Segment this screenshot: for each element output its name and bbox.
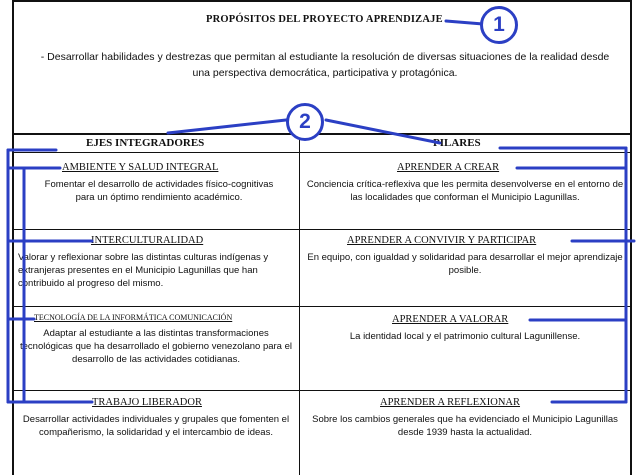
pilares-header: PILARES (433, 137, 481, 149)
eje-text-trabajo: Desarrollar actividades individuales y grupales que fomenten el compañerismo, la solidaridad y el intercambio de ideas. (22, 414, 290, 438)
pilar-title-valorar: APRENDER A VALORAR (392, 314, 509, 325)
eje-title-trabajo: TRABAJO LIBERADOR (92, 397, 202, 408)
eje-text-ambiente: Fomentar el desarrollo de actividades físico-cognitivas para un óptimo rendimiento académico. (44, 179, 274, 203)
eje-title-ambiente: AMBIENTE Y SALUD INTEGRAL (62, 162, 219, 173)
pilar-text-valorar: La identidad local y el patrimonio cultural Lagunillense. (349, 331, 581, 342)
pilar-text-crear: Conciencia crítica-reflexiva que les permita desenvolverse en el entorno de las localidades que conforman el Municipio Lagunillas. (306, 179, 624, 203)
eje-title-interculturalidad: INTERCULTURALIDAD (91, 235, 204, 246)
marker-2-pointer-right (326, 120, 440, 143)
marker-1-circle: 1 (480, 6, 518, 44)
marker-2-pointer-left (168, 120, 286, 133)
eje-title-tecnologia: TECNOLOGÍA DE LA INFORMÁTICA COMUNICACIÓN (34, 313, 233, 322)
pilar-title-crear: APRENDER A CREAR (397, 162, 500, 173)
purpose-title: PROPÓSITOS DEL PROYECTO APRENDIZAJE (206, 14, 443, 25)
pilar-text-convivir: En equipo, con igualdad y solidaridad para desarrollar el mejor aprendizaje posible. (307, 252, 623, 276)
purpose-text: - Desarrollar habilidades y destrezas que permitan al estudiante la resolución de diversas situaciones de la realidad desde una perspectiva democrática, participativa y protagónica. (40, 51, 610, 79)
ejes-header: EJES INTEGRADORES (86, 137, 205, 149)
eje-text-interculturalidad: Valorar y reflexionar sobre las distintas culturas indígenas y extranjeras presentes en el Municipio Lagunillas que han contribuido al progreso del mismo. (18, 252, 269, 289)
marker-1-pointer (446, 21, 483, 24)
pilar-title-reflexionar: APRENDER A REFLEXIONAR (380, 397, 521, 408)
marker-2-circle: 2 (286, 103, 324, 141)
eje-text-tecnologia: Adaptar al estudiante a las distintas transformaciones tecnológicas que ha desarrollado el gobierno venezolano para el desarrollo de las actividades cotidianas. (20, 328, 292, 365)
pilar-title-convivir: APRENDER A CONVIVIR Y PARTICIPAR (347, 235, 537, 246)
pilar-text-reflexionar: Sobre los cambios generales que ha evidenciado el Municipio Lagunillas desde 1939 hasta la actualidad. (312, 414, 618, 438)
